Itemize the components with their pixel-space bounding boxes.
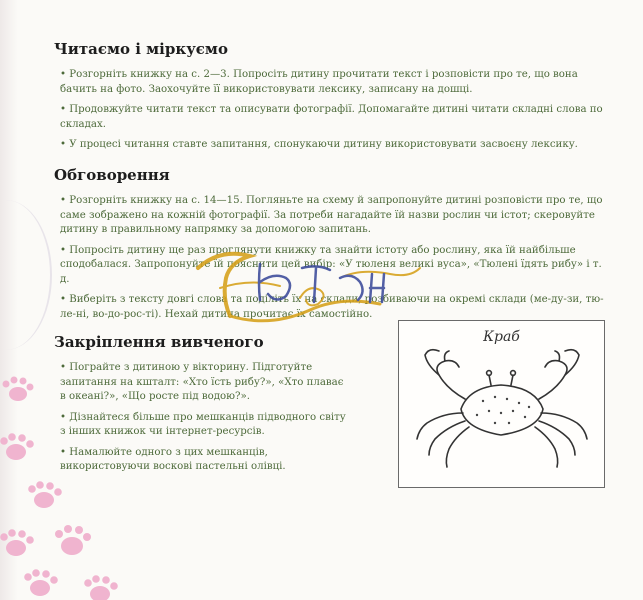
paw-icon [84,575,118,600]
crab-label: Краб [483,329,520,345]
paw-icon [28,481,62,508]
list-item: • Намалюйте одного з цих мешканців, використовуючи воскові пастельні олівці. [60,446,350,475]
crab-figure [398,320,605,488]
watermark-logo-icon [190,238,430,333]
list-item: • Розгорніть книжку на с. 14—15. Погляньте на схему й запропонуйте дитині розповісти про те, що саме зображено на кожній фотографії. За потреби нагадайте їй назви рослин чи істот; скеровуйте дитину в правильному напрямку за допомогою запитань. [60,194,614,238]
section-title-reading: Читаємо і міркуємо [54,40,228,58]
list-item: • Виберіть з тексту довгі слова та поділіть їх на склади, розбиваючи на окремі склади (ме-ду-зи, тю-ле-ні, во-до-рос-ті). Нехай дитина прочитає їх самостійно. [60,293,614,322]
section-title-discussion: Обговорення [54,166,170,184]
list-item: • Розгорніть книжку на с. 2—3. Попросіть дитину прочитати текст і розповісти про те, що вона бачить на фото. Заохочуйте її використовувати лексику, записану на дошці. [60,68,614,97]
list-item: • Продовжуйте читати текст та описувати фотографії. Допомагайте дитині читати складні слова по складах. [60,103,614,132]
decorative-arc [0,200,52,350]
list-item: • Попросіть дитину ще раз проглянути книжку та знайти істоту або рослину, яка їй найбільше сподобалася. Запропонуйте їй пояснити цей вибір: «У тюленя великі вуса», «Тюлені їдять рибу» і т. д. [60,244,614,288]
section-review [54,333,350,481]
list-item: • Пограйте з дитиною у вікторину. Підготуйте запитання на кшталт: «Хто їсть рибу?», «Хто плаває в океані?», «Що росте під водою?». [60,361,350,405]
paw-icon [24,569,58,596]
section-title-review: Закріплення вивченого [54,333,264,351]
section-reading [54,40,614,159]
crab-icon [399,321,604,487]
list-item: • У процесі читання ставте запитання, спонукаючи дитину використовувати засвоєну лексику. [60,138,614,153]
list-item: • Дізнайтеся більше про мешканців підводного світу з інших книжок чи інтернет-ресурсів. [60,411,350,440]
paw-icon [55,525,91,555]
